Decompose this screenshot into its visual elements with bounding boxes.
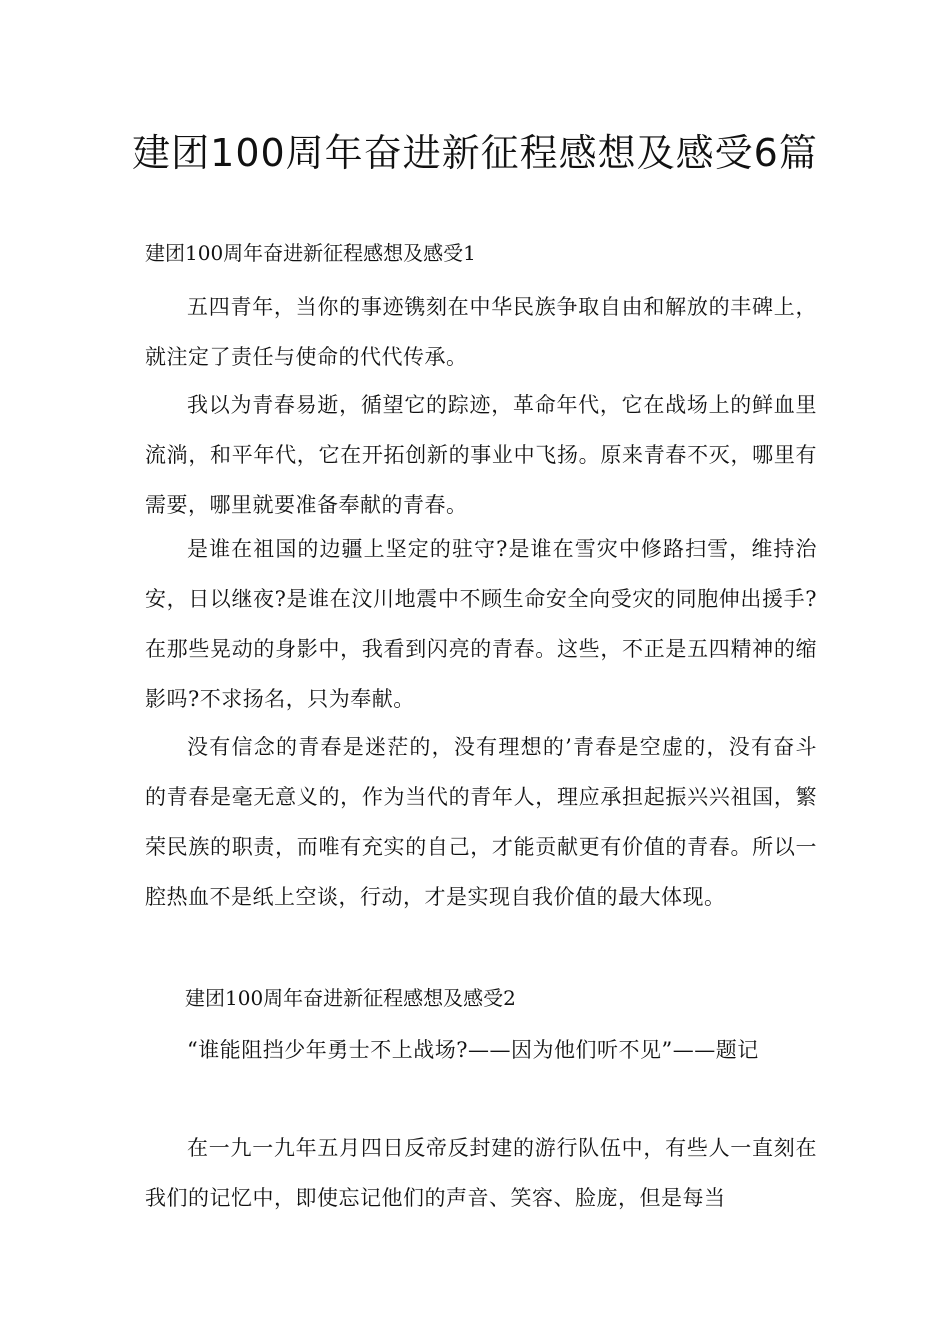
section-heading-1: 建团100周年奋进新征程感想及感受1	[145, 241, 476, 265]
paragraph-5: 在一九一九年五月四日反帝反封建的游行队伍中，有些人一直刻在我们的记忆中，即使忘记他们的声音、笑容、脸庞，但是每当	[145, 1136, 817, 1210]
paragraph-1: 五四青年，当你的事迹镌刻在中华民族争取自由和解放的丰碑上，就注定了责任与使命的代代传承。	[145, 295, 817, 369]
section-heading-2: 建团100周年奋进新征程感想及感受2	[185, 986, 516, 1010]
document-title: 建团100周年奋进新征程感想及感受6篇	[132, 131, 818, 175]
paragraph-4: 没有信念的青春是迷茫的，没有理想的’青春是空虚的，没有奋斗的青春是毫无意义的，作为当代的青年人，理应承担起振兴兴祖国，繁荣民族的职责，而唯有充实的自己，才能贡献更有价值的青春。所以一腔热血不是纸上空谈，行动，才是实现自我价值的最大体现。	[145, 735, 817, 909]
paragraph-2: 我以为青春易逝，循望它的踪迹，革命年代，它在战场上的鲜血里流淌，和平年代，它在开拓创新的事业中飞扬。原来青春不灭，哪里有需要，哪里就要准备奉献的青春。	[145, 393, 817, 517]
paragraph-3: 是谁在祖国的边疆上坚定的驻守?是谁在雪灾中修路扫雪，维持治安，日以继夜?是谁在汶川地震中不顾生命安全向受灾的同胞伸出援手?在那些晃动的身影中，我看到闪亮的青春。这些，不正是五四精神的缩影吗?不求扬名，只为奉献。	[145, 537, 817, 711]
epigraph: “谁能阻挡少年勇士不上战场?——因为他们听不见”——题记	[187, 1038, 759, 1062]
